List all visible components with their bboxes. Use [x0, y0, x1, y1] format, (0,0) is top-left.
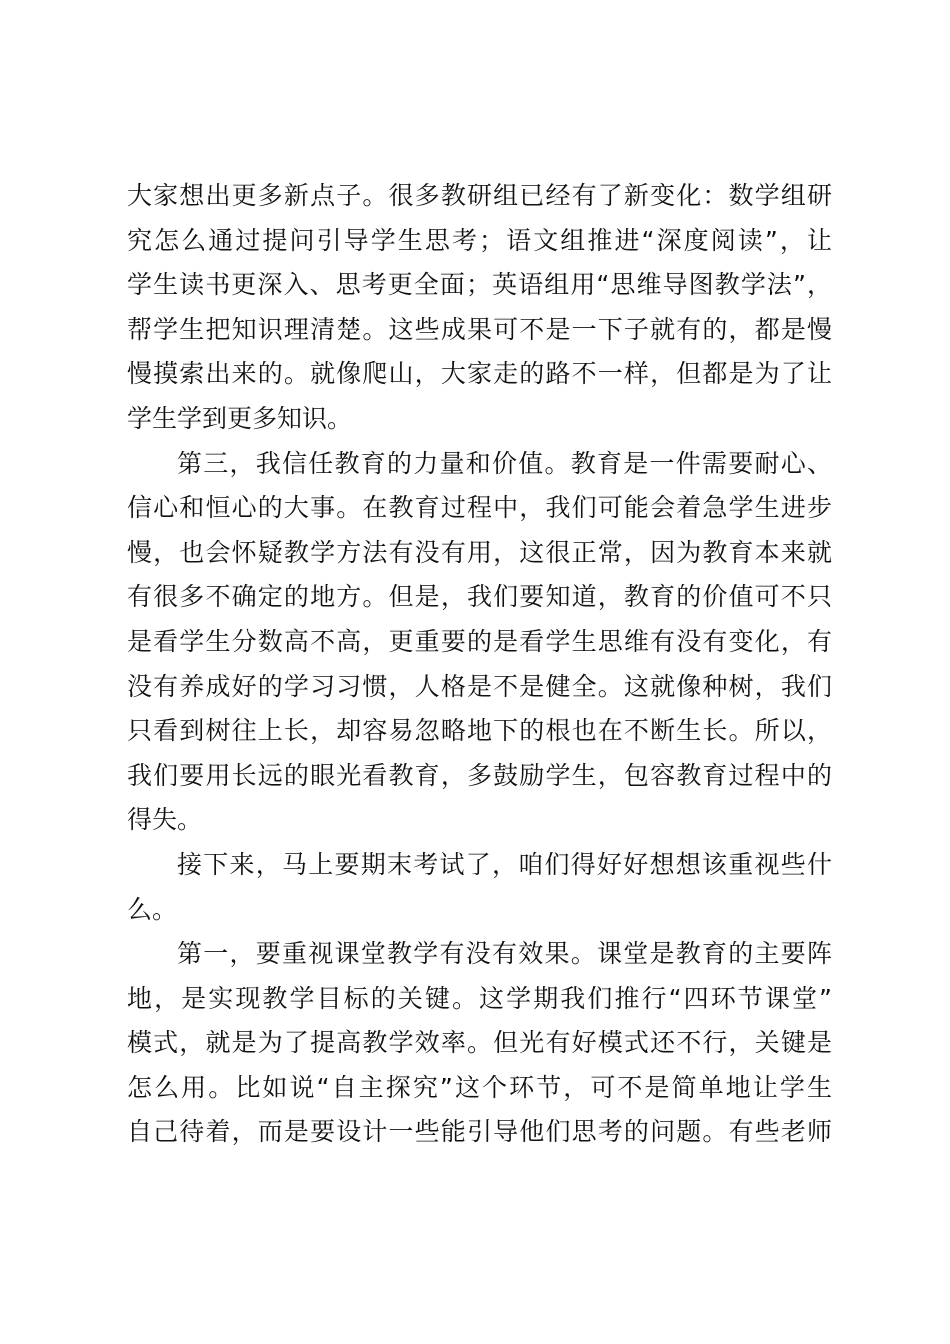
text-line: 第三，我信任教育的力量和价值。教育是一件需要耐心、 [177, 448, 832, 478]
text-line: 第一，要重视课堂教学有没有效果。课堂是教育的主要阵 [177, 939, 832, 969]
text-line: 究怎么通过提问引导学生思考；语文组推进“深度阅读”，让 [127, 225, 832, 255]
body-text [127, 174, 832, 1155]
text-line: 地，是实现教学目标的关键。这学期我们推行“四环节课堂” [127, 983, 832, 1013]
text-line: 信心和恒心的大事。在教育过程中，我们可能会着急学生进步 [127, 493, 832, 523]
text-line: 有很多不确定的地方。但是，我们要知道，教育的价值可不只 [127, 582, 832, 612]
text-line: 是看学生分数高不高，更重要的是看学生思维有没有变化，有 [127, 626, 832, 656]
text-line: 怎么用。比如说“自主探究”这个环节，可不是简单地让学生 [127, 1072, 832, 1102]
text-line: 自己待着，而是要设计一些能引导他们思考的问题。有些老师 [127, 1117, 832, 1147]
text-line: 我们要用长远的眼光看教育，多鼓励学生，包容教育过程中的 [127, 760, 832, 790]
text-line: 得失。 [127, 805, 203, 835]
text-line: 没有养成好的学习习惯，人格是不是健全。这就像种树，我们 [127, 671, 832, 701]
text-line: 只看到树往上长，却容易忽略地下的根也在不断生长。所以， [127, 716, 832, 746]
text-line: 大家想出更多新点子。很多教研组已经有了新变化：数学组研 [127, 181, 832, 210]
text-line: 学生学到更多知识。 [127, 403, 353, 433]
text-line: 帮学生把知识理清楚。这些成果可不是一下子就有的，都是慢 [127, 314, 832, 344]
text-line: 接下来，马上要期末考试了，咱们得好好想想该重视些什 [177, 849, 832, 879]
text-line: 学生读书更深入、思考更全面；英语组用“思维导图教学法”， [127, 270, 832, 300]
text-line: 慢，也会怀疑教学方法有没有用，这很正常，因为教育本来就 [127, 537, 832, 567]
text-line: 模式，就是为了提高教学效率。但光有好模式还不行，关键是 [127, 1028, 832, 1058]
text-line: 慢摸索出来的。就像爬山，大家走的路不一样，但都是为了让 [127, 359, 832, 389]
text-line: 么。 [127, 894, 178, 924]
